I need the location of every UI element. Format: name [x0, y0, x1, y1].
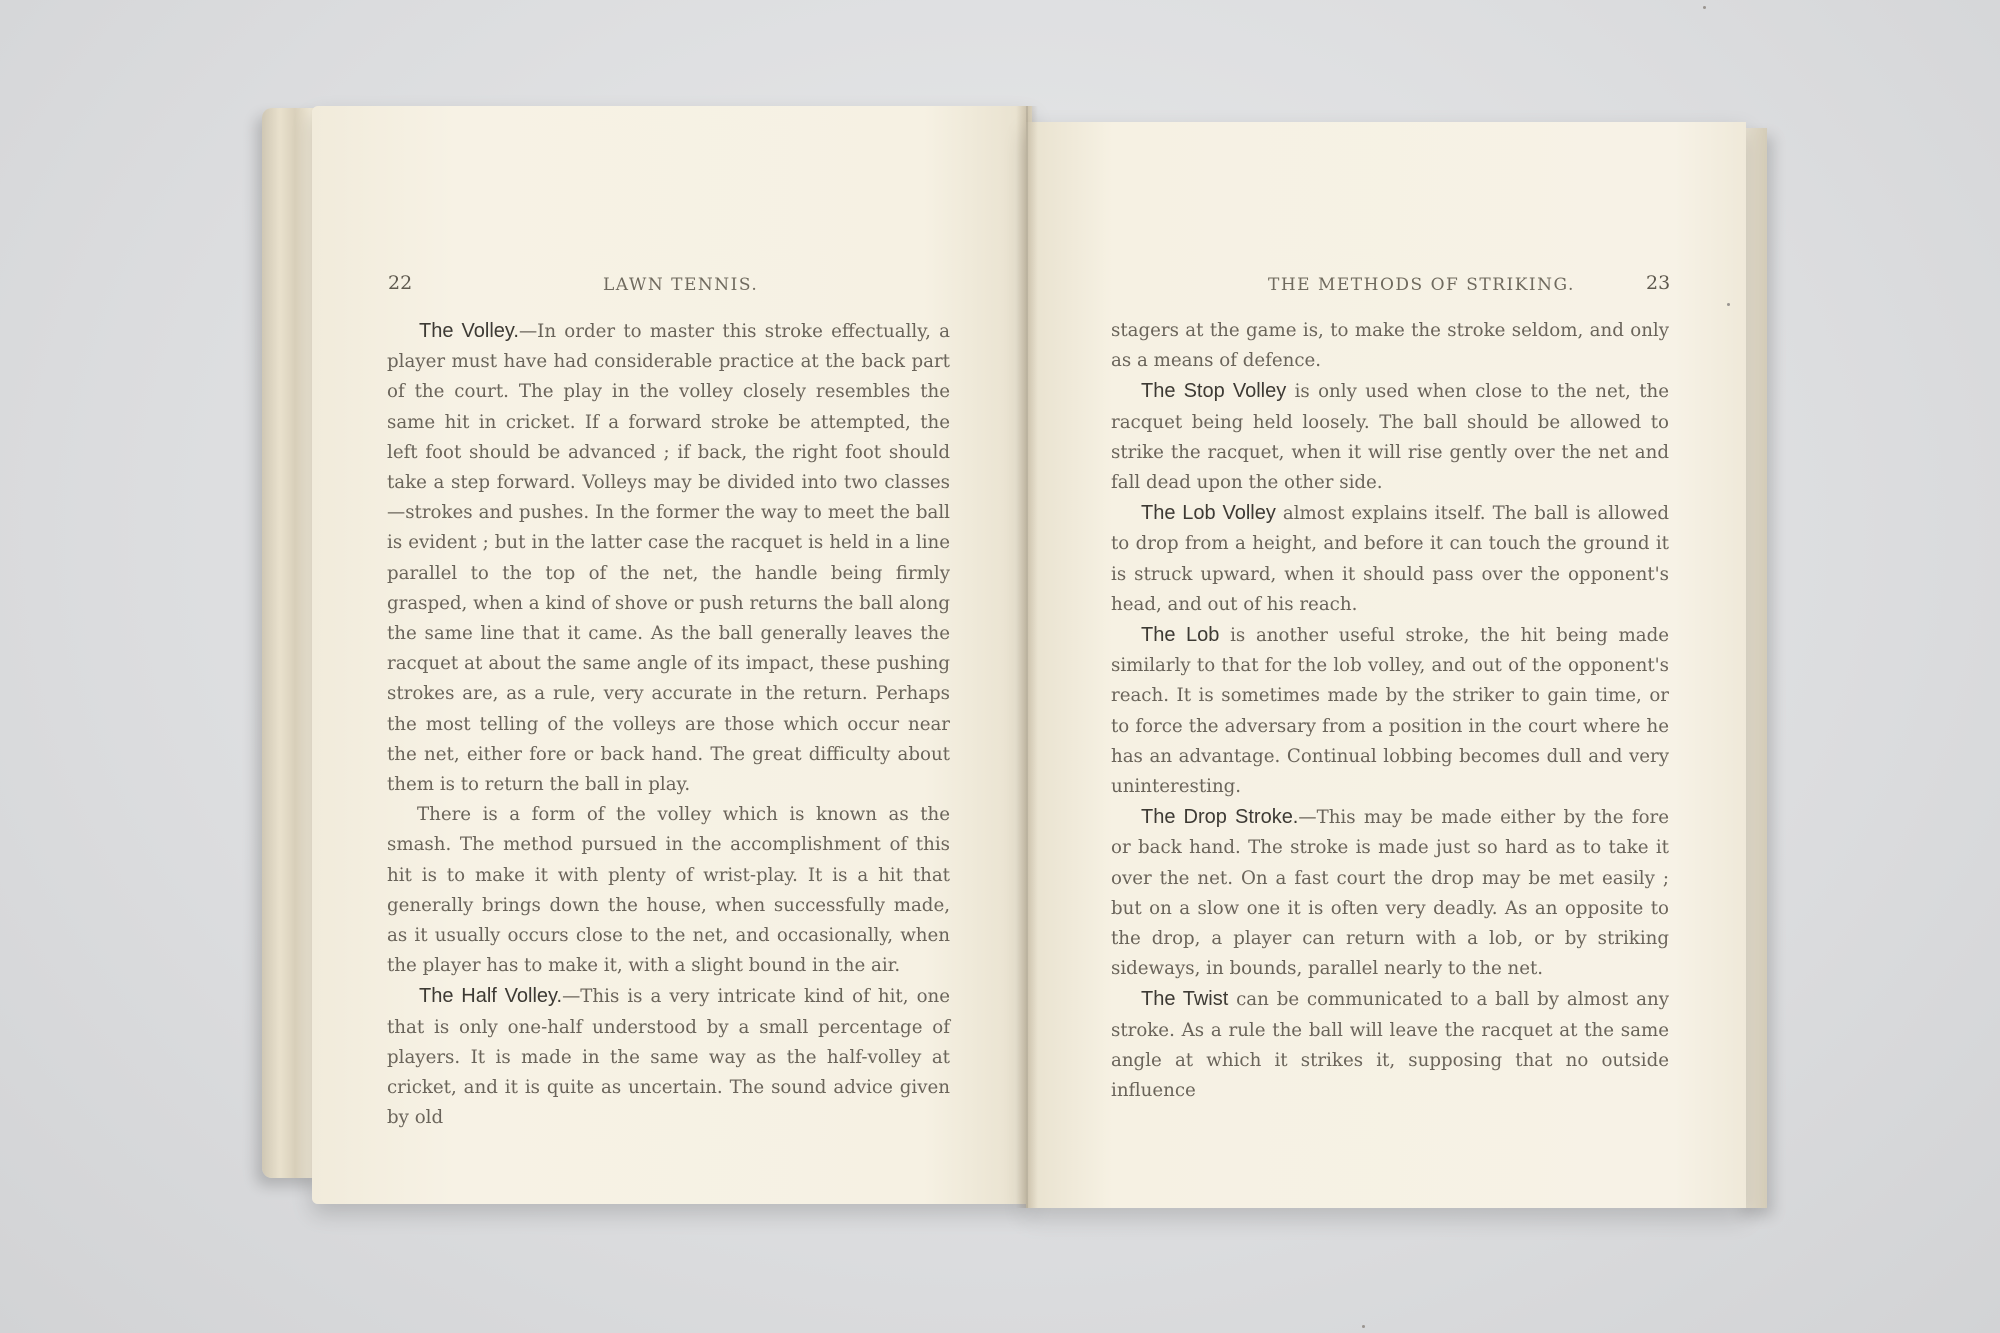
right-page-body	[1111, 316, 1669, 1106]
left-page-number: 22	[388, 272, 413, 294]
paragraph-text: can be communicated to a ball by almost any stroke. As a rule the ball will leave the racquet at the same angle at which it strikes it, supposing that no outside influence	[1111, 989, 1670, 1102]
section-heading: The Lob Volley	[1141, 502, 1276, 525]
paragraph	[1111, 376, 1669, 498]
section-heading: The Half Volley.	[419, 985, 563, 1008]
paragraph	[387, 316, 950, 800]
paragraph	[1111, 316, 1669, 376]
paragraph	[1111, 802, 1669, 984]
paragraph	[1111, 984, 1669, 1106]
left-running-head: LAWN TENNIS.	[603, 275, 759, 295]
paragraph	[1111, 620, 1669, 802]
section-heading: The Lob	[1141, 624, 1220, 647]
paragraph-text: is only used when close to the net, the racquet being held loosely. The ball should be allowed to strike the racquet, when it will rise gently over the net and fall dead upon the other side.	[1111, 381, 1669, 494]
dust-speck	[1703, 6, 1706, 9]
paragraph-text: —This is a very intricate kind of hit, one that is only one-half understood by a small percentage of players. It is made in the same way as the half-volley at cricket, and it is quite as uncertain. The sound advice given by old	[387, 986, 950, 1129]
right-running-head: THE METHODS OF STRIKING.	[1268, 275, 1575, 295]
section-heading: The Volley.	[419, 320, 519, 342]
paragraph	[1111, 498, 1669, 620]
dust-speck	[1362, 1325, 1365, 1328]
paragraph-text: stagers at the game is, to make the stroke seldom, and only as a means of defence.	[1111, 320, 1669, 372]
paragraph-text: There is a form of the volley which is known as the smash. The method pursued in the accomplishment of this hit is to make it with plenty of wrist-play. It is a hit that generally brings down the house, when successfully made, as it usually occurs close to the net, and occasionally, when the player has to make it, with a slight bound in the air.	[387, 804, 950, 977]
paragraph	[387, 800, 950, 981]
dust-speck	[1727, 303, 1730, 306]
paragraph-text: —This may be made either by the fore or back hand. The stroke is made just so hard as to take it over the net. On a fast court the drop may be met easily ; but on a slow one it is often very deadly. As an opposite to the drop, a player can return with a lob, or by striking sideways, in bounds, parallel nearly to the net.	[1111, 807, 1669, 980]
section-heading: The Twist	[1141, 988, 1229, 1011]
book-spine	[1016, 106, 1038, 1208]
left-page-body	[387, 316, 950, 1133]
paragraph-text: is another useful stroke, the hit being made similarly to that for the lob volley, and out of the opponent's reach. It is sometimes made by the striker to gain time, or to force the adversary from a position in the court where he has an advantage. Continual lobbing becomes dull and very uninteresting.	[1111, 625, 1669, 798]
paragraph-text: —In order to master this stroke effectually, a player must have had considerable practice at the back part of the court. The play in the volley closely resembles the same hit in cricket. If a forward stroke be attempted, the left foot should be advanced ; if back, the right foot should take a step forward. Volleys may be divided into two classes—strokes and pushes. In the former the way to meet the ball is evident ; but in the latter case the racquet is held in a line parallel to the top of the net, the handle being firmly grasped, when a kind of shove or push returns the ball along the same line that it came. As the ball generally leaves the racquet at about the same angle of its impact, these pushing strokes are, as a rule, very accurate in the return. Perhaps the most telling of the volleys are those which occur near the net, either fore or back hand. The great difficulty about them is to return the ball in play.	[387, 321, 950, 796]
section-heading: The Stop Volley	[1141, 380, 1287, 403]
paragraph	[387, 981, 950, 1133]
right-page-number: 23	[1646, 272, 1671, 294]
paragraph-text: almost explains itself. The ball is allowed to drop from a height, and before it can touch the ground it is struck upward, when it should pass over the opponent's head, and out of his reach.	[1111, 503, 1669, 615]
section-heading: The Drop Stroke.	[1141, 806, 1299, 829]
